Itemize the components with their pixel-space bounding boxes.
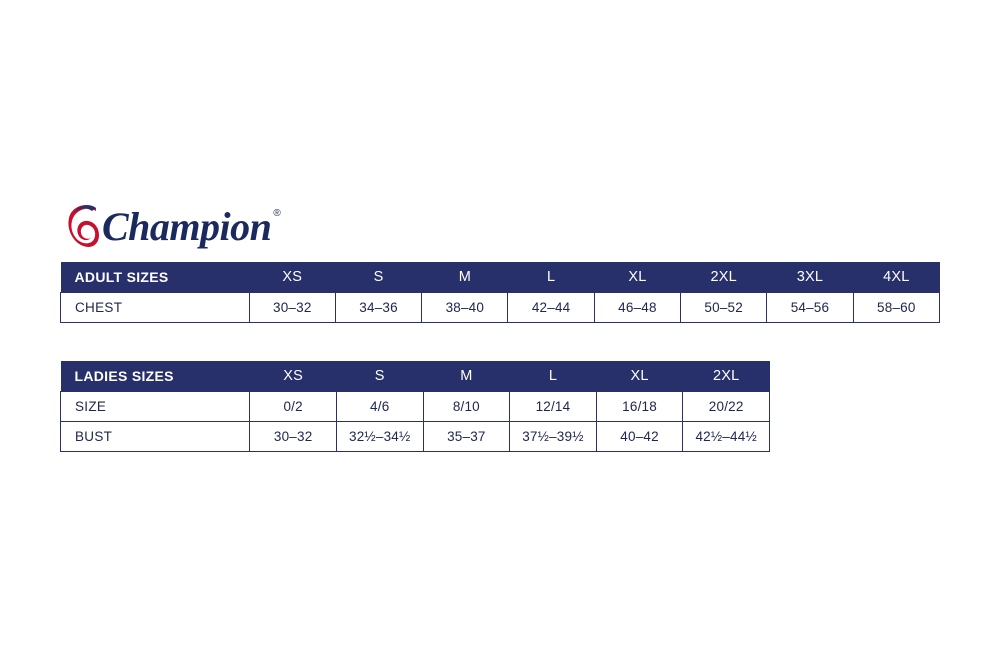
ladies-bust-2xl: 42½–44½ (683, 422, 770, 452)
ladies-size-m: 8/10 (423, 392, 510, 422)
adult-col-l: L (508, 262, 594, 293)
ladies-bust-m: 35–37 (423, 422, 510, 452)
table-row (61, 422, 770, 452)
adult-col-m: M (422, 262, 508, 293)
adult-col-s: S (335, 262, 421, 293)
ladies-size-2xl: 20/22 (683, 392, 770, 422)
adult-chest-4xl: 58–60 (853, 293, 939, 323)
ladies-header-label: LADIES SIZES (61, 361, 250, 392)
ladies-col-m: M (423, 361, 510, 392)
adult-chest-xl: 46–48 (594, 293, 680, 323)
adult-col-xl: XL (594, 262, 680, 293)
adult-chest-2xl: 50–52 (681, 293, 767, 323)
ladies-row-label-bust: BUST (61, 422, 250, 452)
ladies-col-l: L (510, 361, 597, 392)
adult-col-4xl: 4XL (853, 262, 939, 293)
table-header-row (61, 361, 770, 392)
ladies-col-2xl: 2XL (683, 361, 770, 392)
size-chart-sheet (60, 200, 940, 452)
ladies-size-l: 12/14 (510, 392, 597, 422)
ladies-size-xl: 16/18 (596, 392, 683, 422)
champion-c-icon (66, 202, 100, 246)
adult-chest-xs: 30–32 (249, 293, 335, 323)
adult-chest-3xl: 54–56 (767, 293, 853, 323)
ladies-bust-xl: 40–42 (596, 422, 683, 452)
table-row (61, 392, 770, 422)
ladies-row-label-size: SIZE (61, 392, 250, 422)
adult-chest-l: 42–44 (508, 293, 594, 323)
ladies-bust-xs: 30–32 (250, 422, 337, 452)
ladies-bust-l: 37½–39½ (510, 422, 597, 452)
ladies-col-s: S (336, 361, 423, 392)
brand-logo (60, 200, 940, 262)
adult-col-xs: XS (249, 262, 335, 293)
registered-mark: ® (273, 208, 281, 219)
adult-chest-s: 34–36 (335, 293, 421, 323)
brand-name: Champion (102, 204, 272, 249)
ladies-size-xs: 0/2 (250, 392, 337, 422)
ladies-size-s: 4/6 (336, 392, 423, 422)
table-row (61, 293, 940, 323)
adult-sizes-table (60, 262, 940, 323)
adult-col-3xl: 3XL (767, 262, 853, 293)
table-header-row (61, 262, 940, 293)
adult-chest-m: 38–40 (422, 293, 508, 323)
adult-header-label: ADULT SIZES (61, 262, 250, 293)
adult-row-label-chest: CHEST (61, 293, 250, 323)
ladies-col-xl: XL (596, 361, 683, 392)
table-spacer (60, 323, 940, 361)
ladies-bust-s: 32½–34½ (336, 422, 423, 452)
ladies-col-xs: XS (250, 361, 337, 392)
adult-col-2xl: 2XL (681, 262, 767, 293)
ladies-sizes-table (60, 361, 770, 452)
